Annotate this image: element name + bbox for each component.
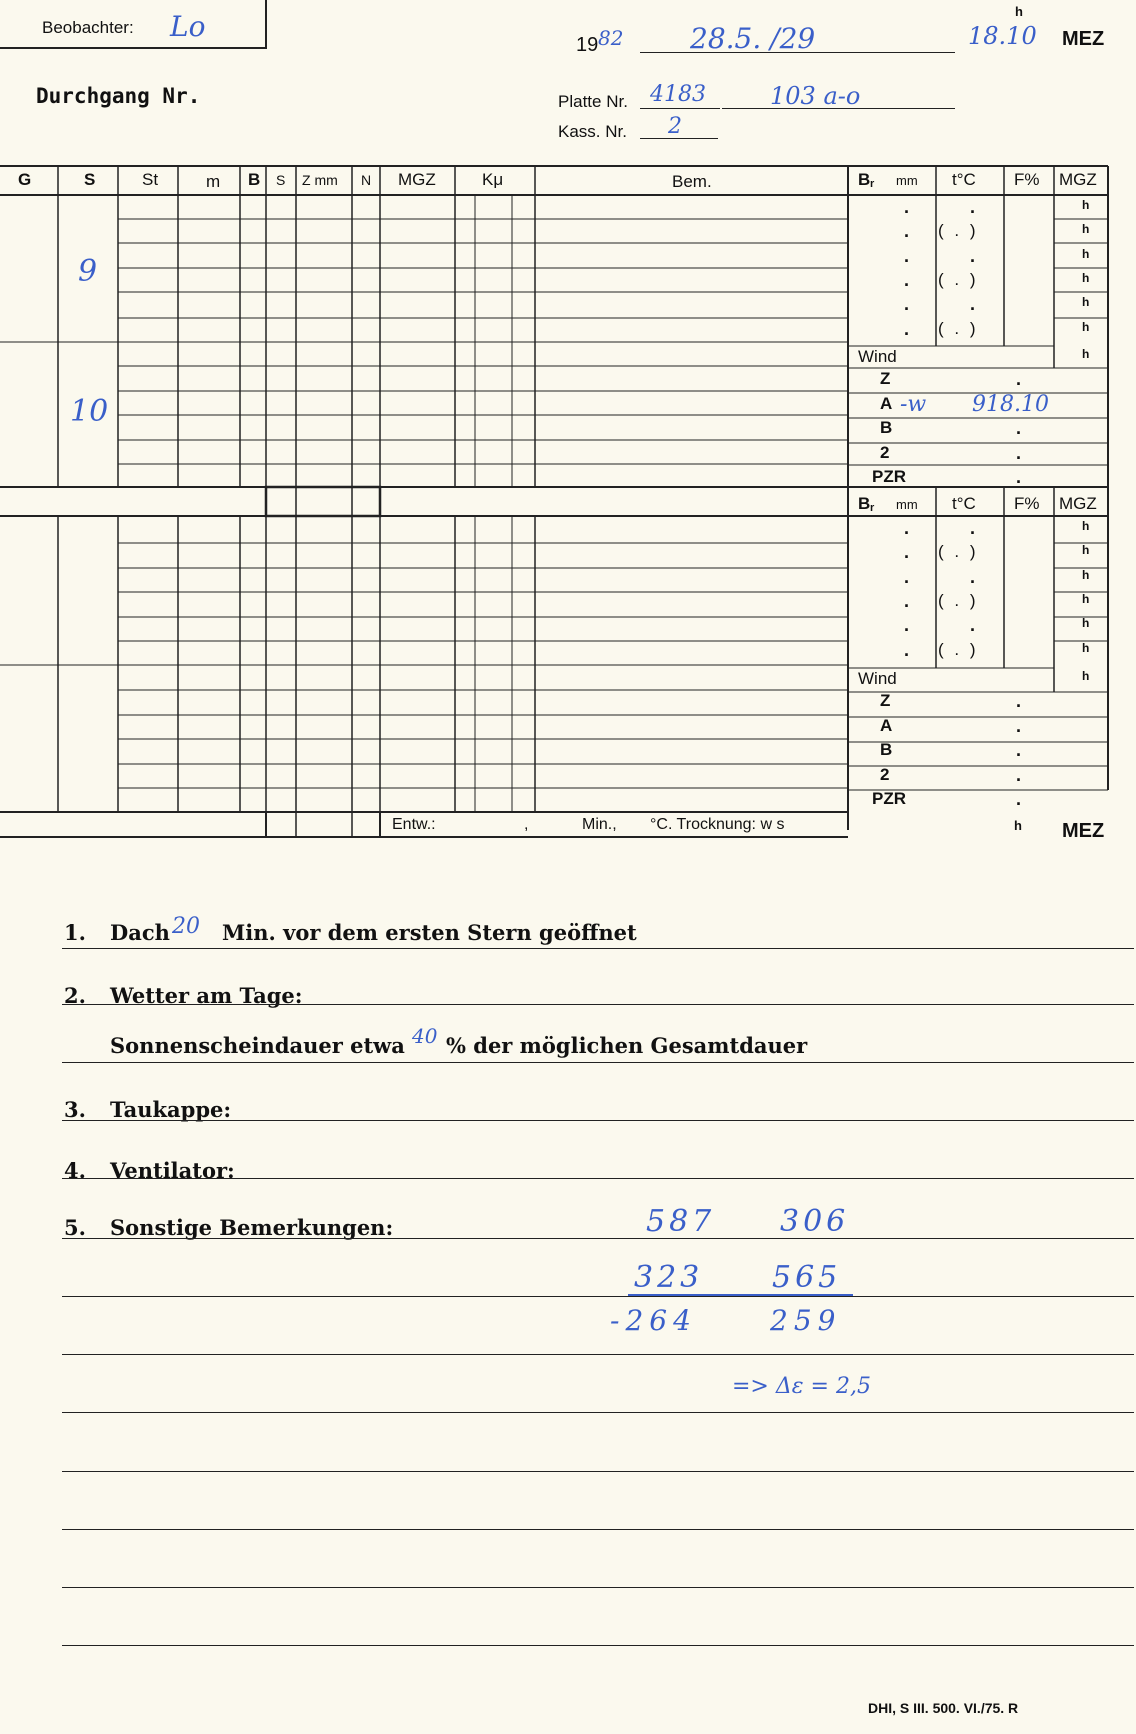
note-line-4 [62,1471,1134,1472]
wx-dot-t: . [970,245,976,266]
wx-hour-mark: h [1082,198,1090,212]
wx-paren-t: ( . ) [938,639,979,659]
wx-label-3-top: 2 [880,442,890,462]
wx-hour-mark: h [1082,222,1090,237]
footer-h-mark: h [1014,818,1022,833]
col-g: G [18,170,32,189]
result: => Δε = 2,5 [732,1374,871,1399]
wx-label-2-top: B [880,418,893,437]
calc-2a: 323 [634,1260,704,1295]
passage-label: Durchgang Nr. [36,84,201,108]
wind-label-top: Wind [858,347,897,366]
item2b-hw: 40 [412,1024,438,1048]
calc-2b: 565 [772,1260,842,1295]
observer-label: Beobachter: [42,18,134,37]
wx-label-dot: . [1016,418,1022,438]
plate-label: Platte Nr. [558,92,628,111]
wx-dot-t: . [970,566,976,587]
plate-value: 4183 [650,82,706,107]
wx-hour-mark: h [1082,270,1090,285]
form-code: DHI, S III. 500. VI./75. R [868,1700,1019,1716]
wx-dot-br: . [904,518,910,538]
item1-line [62,948,1134,949]
col-zmm: Z mm [302,172,338,188]
wx-dot-t: . [970,197,976,217]
item2-text: Wetter am Tage: [110,983,303,1008]
wx-header-br-top: B [858,170,871,189]
wind-hour-mark-bottom: h [1082,669,1090,683]
wx-label-1-top: A [880,393,893,413]
date-value: 28.5. /29 [690,22,816,55]
wx-dot-t: . [970,518,976,538]
wx-dot-br: . [904,566,910,587]
wx-header-f-top: F% [1014,170,1040,189]
wx-dot-br: . [904,269,910,290]
wx-dot-br: . [904,318,910,339]
note-line-7 [62,1645,1134,1646]
calc-1b: 306 [780,1204,850,1239]
wx-dot-br: . [904,245,910,266]
col-mgz: MGZ [398,170,436,189]
col-kmu: Kμ [482,170,504,189]
wx-label-dot: . [1016,764,1022,785]
wx-header-t-bottom: t°C [952,494,976,513]
note-line-2 [62,1354,1134,1355]
wx-dot-br: . [904,197,910,217]
wx-hour-mark: h [1082,567,1090,582]
wx-label-dot: . [1016,715,1022,736]
wx-header-br-bottom: B [858,494,871,513]
wx-label-dot: . [1016,789,1022,809]
item2b-line [62,1062,1134,1063]
wx-label-dot: . [1016,467,1022,487]
wx-dot-br: . [904,639,910,660]
wx-label-0-bottom: Z [880,691,891,710]
wx-label-dot: . [1016,691,1022,711]
wx-paren-t: ( . ) [938,318,979,338]
wx-paren-t: ( . ) [938,542,979,562]
observer-value: Lo [170,10,206,43]
wx-header-f-bottom: F% [1014,494,1040,513]
col-n: N [361,172,372,188]
footer-mez: MEZ [1062,820,1105,842]
wx-dot-br: . [904,294,910,315]
wx-dot-t: . [970,294,976,315]
wx-header-mm-top: mm [896,173,918,188]
cassette-label: Kass. Nr. [558,122,627,141]
wx-label-dot: . [1016,740,1022,760]
observation-table-grid [0,0,1136,850]
item2b-a: Sonnenscheindauer etwa [110,1033,405,1058]
item3-line [62,1120,1134,1121]
wx-dot-br: . [904,590,910,611]
item5-line [62,1238,1134,1239]
emulsion-value: 103 a-o [770,82,861,110]
item5-num: 5. [64,1215,86,1240]
year-prefix: 19 [576,34,599,56]
min-label: Min., [582,816,617,833]
a-value: 918.10 [972,392,1049,417]
wx-label-dot: . [1016,442,1022,463]
col-s: S [84,170,96,189]
col-st: St [142,170,159,189]
wx-dot-br: . [904,221,910,242]
item2-line [62,1004,1134,1005]
mez-label: MEZ [1062,28,1105,50]
wx-header-br-sub-bottom: r [870,502,875,514]
item2-num: 2. [64,983,86,1008]
wx-paren-t: ( . ) [938,590,979,610]
trocknung-label: °C. Trocknung: w s [650,816,785,833]
calc-3a: -264 [610,1304,697,1337]
wind-hour-mark-top: h [1082,347,1090,361]
wx-hour-mark: h [1082,543,1090,558]
wx-label-2-bottom: B [880,740,893,759]
wx-label-3-bottom: 2 [880,764,890,784]
wx-label-1-bottom: A [880,715,893,735]
entw-label: Entw.: [392,816,436,833]
item4-line [62,1178,1134,1179]
s-value-9: 9 [78,254,98,289]
item1-b: Min. vor dem ersten Stern geöffnet [222,920,637,945]
item4-num: 4. [64,1158,86,1183]
wx-hour-mark: h [1082,295,1090,310]
wx-hour-mark: h [1082,591,1090,606]
wx-paren-t: ( . ) [938,269,979,289]
wx-label-0-top: Z [880,369,891,388]
wx-header-t-top: t°C [952,170,976,189]
item1-a: Dach [110,920,170,945]
wx-header-mgz-top: MGZ [1059,170,1097,189]
item2b-b: % der möglichen Gesamtdauer [446,1033,808,1058]
item4-text: Ventilator: [110,1158,235,1183]
time-h-mark: h [1015,4,1023,19]
cassette-value: 2 [668,114,682,139]
s-value-10: 10 [70,394,109,429]
wx-dot-t: . [970,615,976,636]
wx-header-mm-bottom: mm [896,497,918,512]
wx-header-mgz-bottom: MGZ [1059,494,1097,513]
wx-paren-t: ( . ) [938,221,979,241]
time-value: 18.10 [968,22,1037,50]
wx-hour-mark: h [1082,519,1090,533]
note-line-6 [62,1587,1134,1588]
col-m: m [206,172,221,191]
item5-text: Sonstige Bemerkungen: [110,1215,394,1240]
wx-hour-mark: h [1082,319,1090,334]
item1-hw: 20 [172,914,200,939]
wx-header-br-sub-top: r [870,178,875,190]
wx-label-4-top: PZR [872,467,906,486]
calc-1a: 587 [646,1204,716,1239]
entw-comma: , [524,816,529,833]
col-b: B [248,170,261,189]
wx-hour-mark: h [1082,616,1090,631]
col-bem: Bem. [672,172,712,191]
note-line-3 [62,1412,1134,1413]
item3-num: 3. [64,1097,86,1122]
wind-label-bottom: Wind [858,669,897,688]
item3-text: Taukappe: [110,1097,232,1122]
calc-3b: 259 [770,1304,842,1337]
wx-label-dot: . [1016,369,1022,389]
wx-hour-mark: h [1082,640,1090,655]
a-handwritten: -w [900,392,927,417]
note-line-5 [62,1529,1134,1530]
col-s2: S [276,172,286,188]
wx-dot-br: . [904,542,910,563]
item1-num: 1. [64,920,86,945]
wx-dot-br: . [904,615,910,636]
note-line-1 [62,1296,1134,1297]
wx-hour-mark: h [1082,246,1090,261]
year-suffix: 82 [598,26,624,50]
wx-label-4-bottom: PZR [872,789,906,808]
